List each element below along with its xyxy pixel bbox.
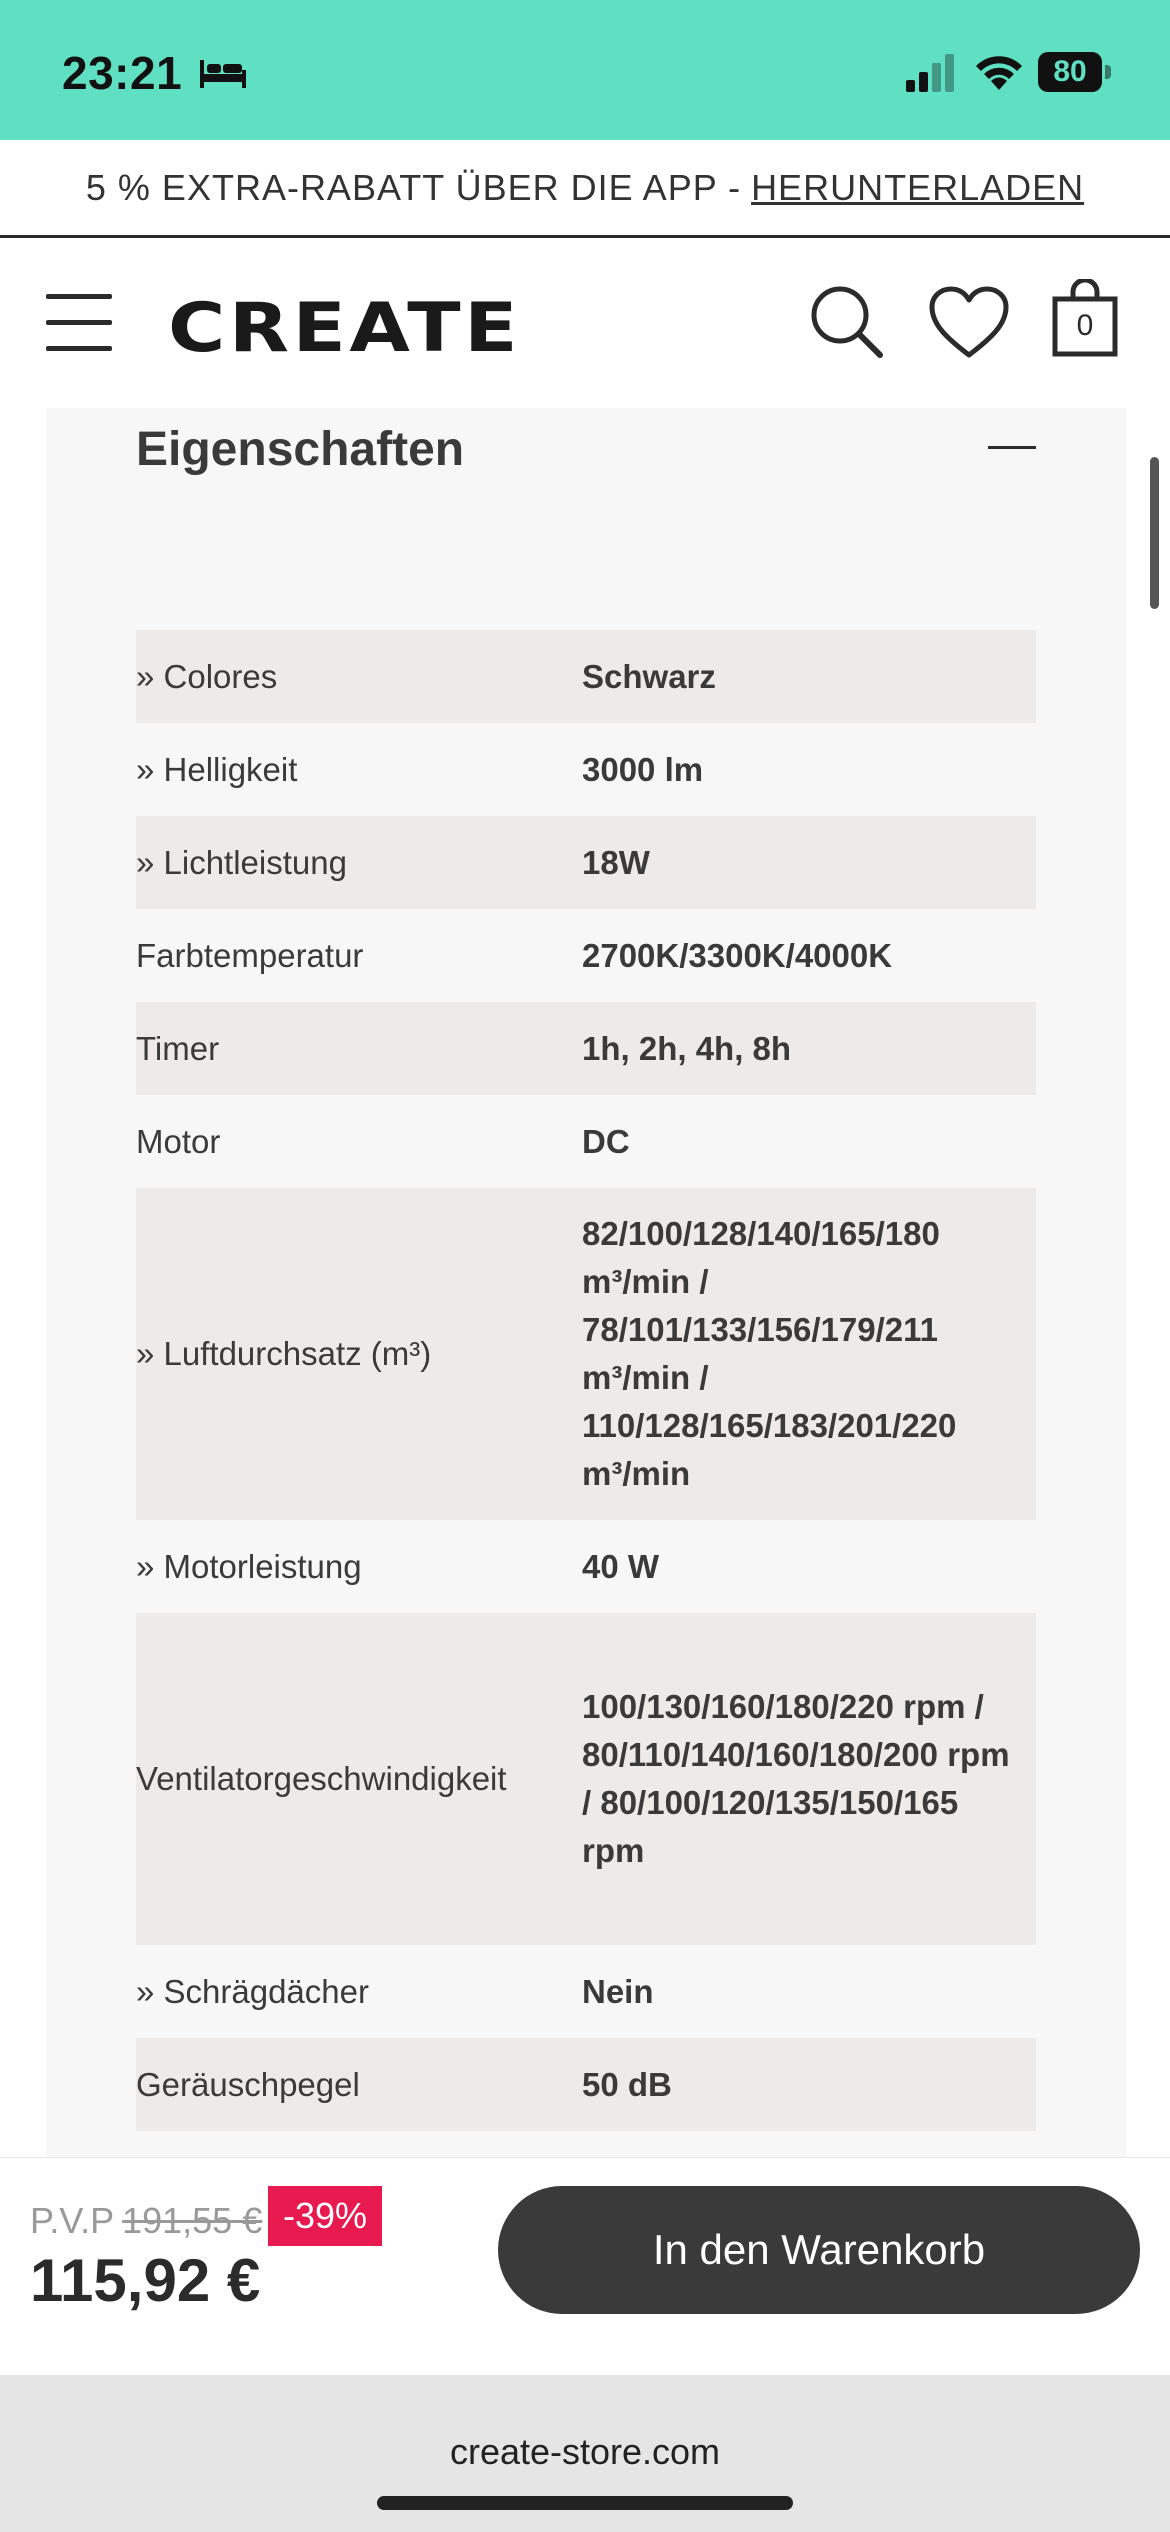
spec-row: [136, 1002, 1036, 1095]
spec-value: 50 dB: [582, 2065, 672, 2103]
spec-row: [136, 1520, 1036, 1613]
battery-level: 80: [1053, 55, 1087, 88]
spec-row: [136, 1095, 1036, 1188]
promo-text: 5 % EXTRA-RABATT ÜBER DIE APP -: [85, 166, 742, 208]
spec-label: » Colores: [136, 657, 278, 695]
spec-row: [136, 723, 1036, 816]
old-price: 191,55 €: [122, 2200, 263, 2241]
home-indicator[interactable]: [377, 2496, 793, 2510]
spec-value: 82/100/128/140/165/180 m³/min / 78/101/133/156/179/211 m³/min / 110/128/165/183/201/220 m³/min: [582, 1215, 957, 1492]
spec-label: » Motorleistung: [136, 1547, 362, 1585]
current-price: 115,92 €: [30, 2247, 261, 2314]
browser-url-bar: [0, 2375, 1170, 2532]
spec-label: Ventilatorgeschwindigkeit: [136, 1760, 507, 1797]
minus-icon[interactable]: [988, 446, 1036, 449]
spec-label: Motor: [136, 1122, 221, 1160]
spec-label: Geräuschpegel: [136, 2065, 360, 2103]
heart-icon[interactable]: [928, 285, 1010, 359]
spec-row: [136, 1613, 1036, 1945]
spec-value: 1h, 2h, 4h, 8h: [582, 1029, 792, 1067]
spec-label: Farbtemperatur: [136, 936, 364, 974]
spec-label: » Luftdurchsatz (m³): [136, 1335, 432, 1372]
spec-value: 40 W: [582, 1547, 660, 1585]
spec-table: [136, 630, 1036, 2131]
site-header: [0, 241, 1170, 406]
spec-row: [136, 630, 1036, 723]
spec-label: » Helligkeit: [136, 750, 298, 788]
spec-value: DC: [582, 1122, 630, 1160]
search-icon[interactable]: [808, 283, 884, 359]
status-time: 23:21: [62, 47, 183, 99]
logo[interactable]: CREATE: [168, 289, 521, 368]
spec-value: Schwarz: [582, 657, 716, 695]
spec-label: Timer: [136, 1029, 220, 1067]
spec-label: » Schrägdächer: [136, 1972, 369, 2010]
status-bar: [0, 0, 1170, 140]
spec-row: [136, 1188, 1036, 1520]
pvp-label: P.V.P: [30, 2200, 115, 2241]
battery-icon: [1038, 52, 1112, 92]
properties-panel: [46, 408, 1126, 2158]
spec-value: 3000 lm: [582, 750, 704, 788]
spec-value: 18W: [582, 843, 650, 881]
spec-label: » Lichtleistung: [136, 843, 347, 881]
spec-row: [136, 1945, 1036, 2038]
spec-value: 100/130/160/180/220 rpm / 80/110/140/160/180/200 rpm / 80/100/120/135/150/165 rpm: [582, 1688, 1010, 1869]
add-to-cart-button[interactable]: In den Warenkorb: [498, 2186, 1140, 2314]
url-text[interactable]: create-store.com: [449, 2431, 721, 2472]
bed-icon: [198, 56, 248, 90]
spec-value: 2700K/3300K/4000K: [582, 936, 893, 974]
section-title[interactable]: Eigenschaften: [136, 423, 465, 476]
discount-badge: -39%: [268, 2186, 382, 2246]
spec-row: [136, 816, 1036, 909]
wifi-icon: [972, 50, 1026, 92]
cart-count: 0: [1076, 309, 1094, 342]
spec-row: [136, 2038, 1036, 2131]
spec-value: Nein: [582, 1972, 654, 2010]
pvp: [30, 2200, 262, 2242]
menu-icon[interactable]: [46, 294, 112, 352]
promo-banner: [0, 140, 1170, 238]
scrollbar[interactable]: [1150, 457, 1159, 609]
signal-icon: [904, 52, 956, 92]
buy-bar: [0, 2157, 1170, 2375]
spec-row: [136, 909, 1036, 1002]
promo-download-link[interactable]: HERUNTERLADEN: [751, 166, 1085, 208]
